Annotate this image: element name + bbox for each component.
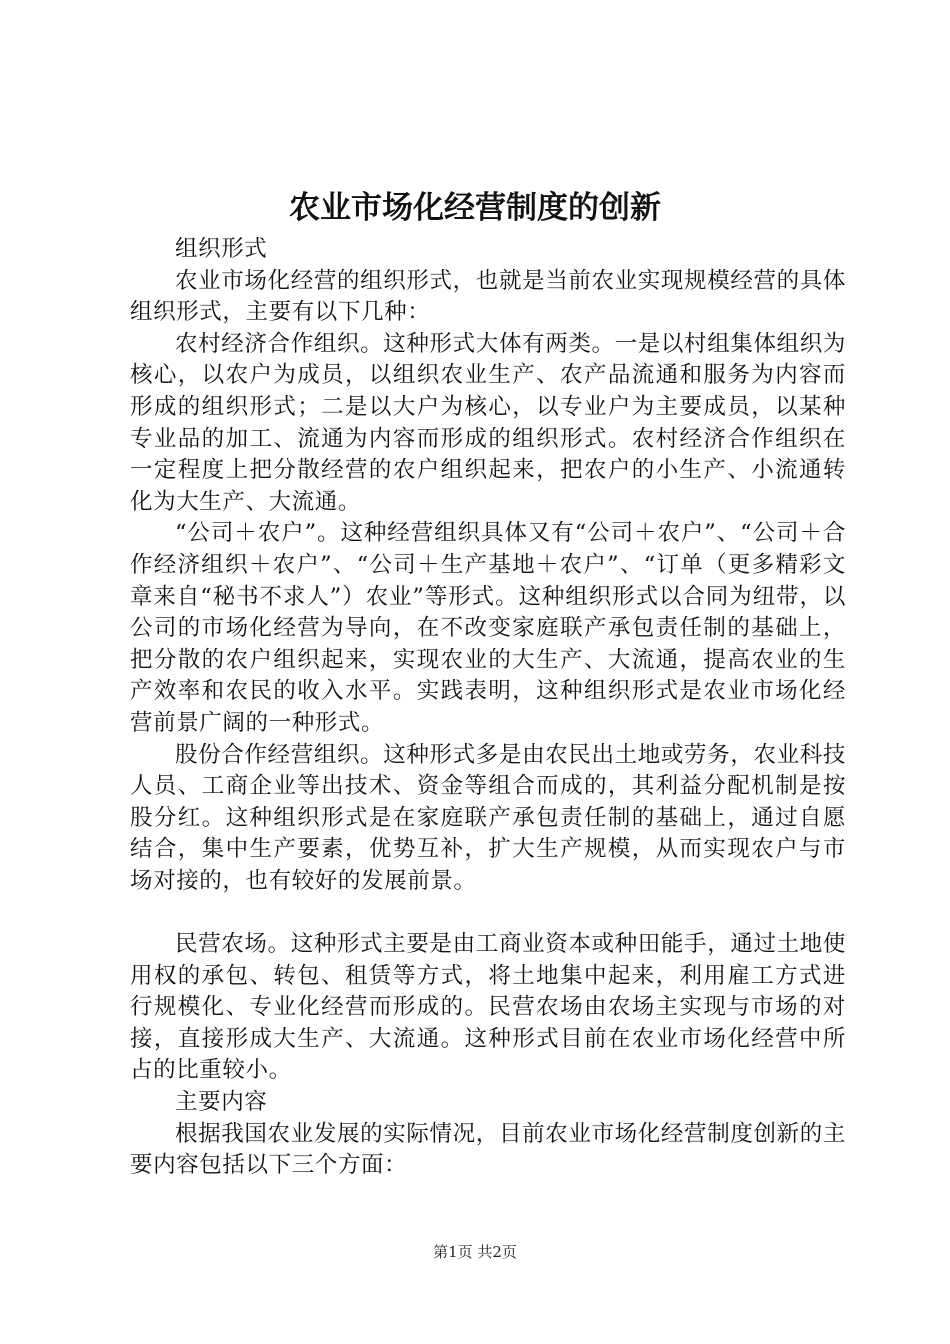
document-title: 农业市场化经营制度的创新 — [289, 190, 661, 226]
paragraph-private-farm: 民营农场。这种形式主要是由工商业资本或种田能手，通过土地使用权的承包、转包、租赁等方式，将土地集中起来，利用雇工方式进行规模化、专业化经营而形成的。民营农场由农场主实现与市场的对接，直接形成大生产、大流通。这种形式目前在农业市场化经营中所占的比重较小。 — [130, 931, 846, 1084]
section-heading-main-content: 主要内容 — [175, 1089, 268, 1116]
section-heading-organization-form: 组织形式 — [175, 236, 268, 262]
paragraph-main-content-intro: 根据我国农业发展的实际情况，目前农业市场化经营制度创新的主要内容包括以下三个方面： — [130, 1120, 846, 1179]
paragraph-intro: 农业市场化经营的组织形式，也就是当前农业实现规模经营的具体组织形式，主要有以下几种： — [130, 267, 846, 326]
paragraph-company-farmer: “公司＋农户”。这种经营组织具体又有“公司＋农户”、“公司＋合作经济组织＋农户”、“公司＋生产基地＋农户”、“订单（更多精彩文章来自“秘书不求人”）农业”等形式。这种组织形式以合同为纽带，以公司的市场化经营为导向，在不改变家庭联产承包责任制的基础上，把分散的农户组织起来，实现农业的大生产、大流通，提高农业的生产效率和农民的收入水平。实践表明，这种组织形式是农业市场化经营前景广阔的一种形式。 — [130, 520, 846, 736]
document-body — [130, 234, 846, 1182]
paragraph-rural-cooperative: 农村经济合作组织。这种形式大体有两类。一是以村组集体组织为核心，以农户为成员，以组织农业生产、农产品流通和服务为内容而形成的组织形式；二是以大户为核心，以专业户为主要成员，以某种专业品的加工、流通为内容而形成的组织形式。农村经济合作组织在一定程度上把分散经营的农户组织起来，把农户的小生产、小流通转化为大生产、大流通。 — [130, 330, 846, 515]
paragraph-joint-stock: 股份合作经营组织。这种形式多是由农民出土地或劳务，农业科技人员、工商企业等出技术、资金等组合而成的，其利益分配机制是按股分红。这种组织形式是在家庭联产承包责任制的基础上，通过自愿结合，集中生产要素，优势互补，扩大生产规模，从而实现农户与市场对接的，也有较好的发展前景。 — [130, 741, 846, 894]
page-footer: 第1页 共2页 — [433, 1243, 517, 1261]
